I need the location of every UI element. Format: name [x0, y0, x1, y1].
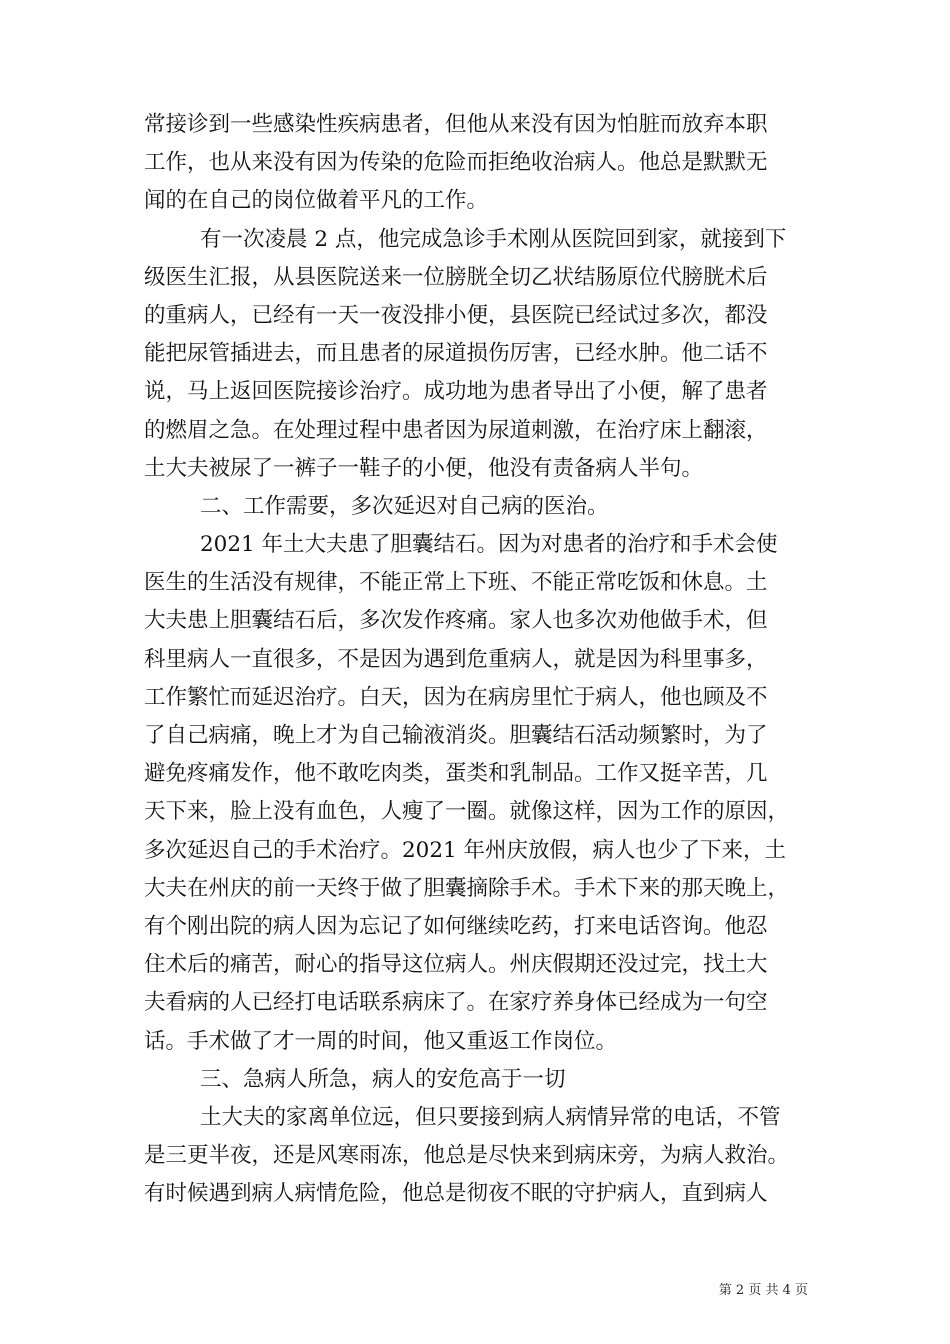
- text-line: 大夫患上胆囊结石后，多次发作疼痛。家人也多次劝他做手术，但: [144, 608, 768, 634]
- text-line: 闻的在自己的岗位做着平凡的工作。: [144, 188, 489, 214]
- text-line: 工作繁忙而延迟治疗。白天，因为在病房里忙于病人，他也顾及不: [144, 684, 768, 710]
- text-line: 避免疼痛发作，他不敢吃肉类，蛋类和乳制品。工作又挺辛苦，几: [144, 761, 768, 787]
- text-line: 的重病人，已经有一天一夜没排小便，县医院已经试过多次，都没: [144, 302, 768, 328]
- text-line: 有时候遇到病人病情危险，他总是彻夜不眠的守护病人，直到病人: [144, 1181, 768, 1207]
- text-line: 天下来，脸上没有血色，人瘦了一圈。就像这样，因为工作的原因，: [144, 799, 790, 825]
- text-line: 夫看病的人已经打电话联系病床了。在家疗养身体已经成为一句空: [144, 990, 768, 1016]
- text-line: 科里病人一直很多，不是因为遇到危重病人，就是因为科里事多，: [144, 646, 768, 672]
- text-line: 话。手术做了才一周的时间，他又重返工作岗位。: [144, 1028, 618, 1054]
- text-line: 2021 年土大夫患了胆囊结石。因为对患者的治疗和手术会使: [200, 532, 778, 558]
- text-line: 有一次凌晨 2 点，他完成急诊手术刚从医院回到家，就接到下: [200, 226, 787, 252]
- page-number: 第 2 页 共 4 页: [718, 1283, 808, 1298]
- text-line: 常接诊到一些感染性疾病患者，但他从来没有因为怕脏而放弃本职: [144, 112, 768, 137]
- text-line: 了自己病痛，晚上才为自己输液消炎。胆囊结石活动频繁时，为了: [144, 723, 768, 748]
- text-line: 是三更半夜，还是风寒雨冻，他总是尽快来到病床旁，为病人救治。: [144, 1143, 790, 1169]
- text-line: 工作，也从来没有因为传染的危险而拒绝收治病人。他总是默默无: [144, 150, 768, 176]
- text-line: 土大夫被尿了一裤子一鞋子的小便，他没有责备病人半句。: [144, 455, 704, 481]
- text-line: 能把尿管插进去，而且患者的尿道损伤厉害，已经水肿。他二话不: [144, 341, 768, 367]
- text-line: 住术后的痛苦，耐心的指导这位病人。州庆假期还没过完，找土大: [144, 952, 768, 978]
- text-line: 医生的生活没有规律，不能正常上下班、不能正常吃饭和休息。土: [144, 570, 768, 596]
- text-line: 的燃眉之急。在处理过程中患者因为尿道刺激，在治疗床上翻滚，: [144, 417, 768, 443]
- text-line: 说，马上返回医院接诊治疗。成功地为患者导出了小便，解了患者: [144, 379, 768, 405]
- section-heading: 二、工作需要，多次延迟对自己病的医治。: [200, 493, 609, 519]
- section-heading: 三、急病人所急，病人的安危高于一切: [200, 1066, 566, 1092]
- text-line: 多次延迟自己的手术治疗。2021 年州庆放假，病人也少了下来，土: [144, 837, 787, 863]
- text-line: 级医生汇报，从县医院送来一位膀胱全切乙状结肠原位代膀胱术后: [144, 264, 768, 290]
- text-line: 大夫在州庆的前一天终于做了胆囊摘除手术。手术下来的那天晚上，: [144, 875, 790, 901]
- document-body: [144, 106, 809, 1213]
- text-line: 有个刚出院的病人因为忘记了如何继续吃药，打来电话咨询。他忍: [144, 913, 768, 939]
- text-line: 土大夫的家离单位远，但只要接到病人病情异常的电话，不管: [200, 1104, 781, 1130]
